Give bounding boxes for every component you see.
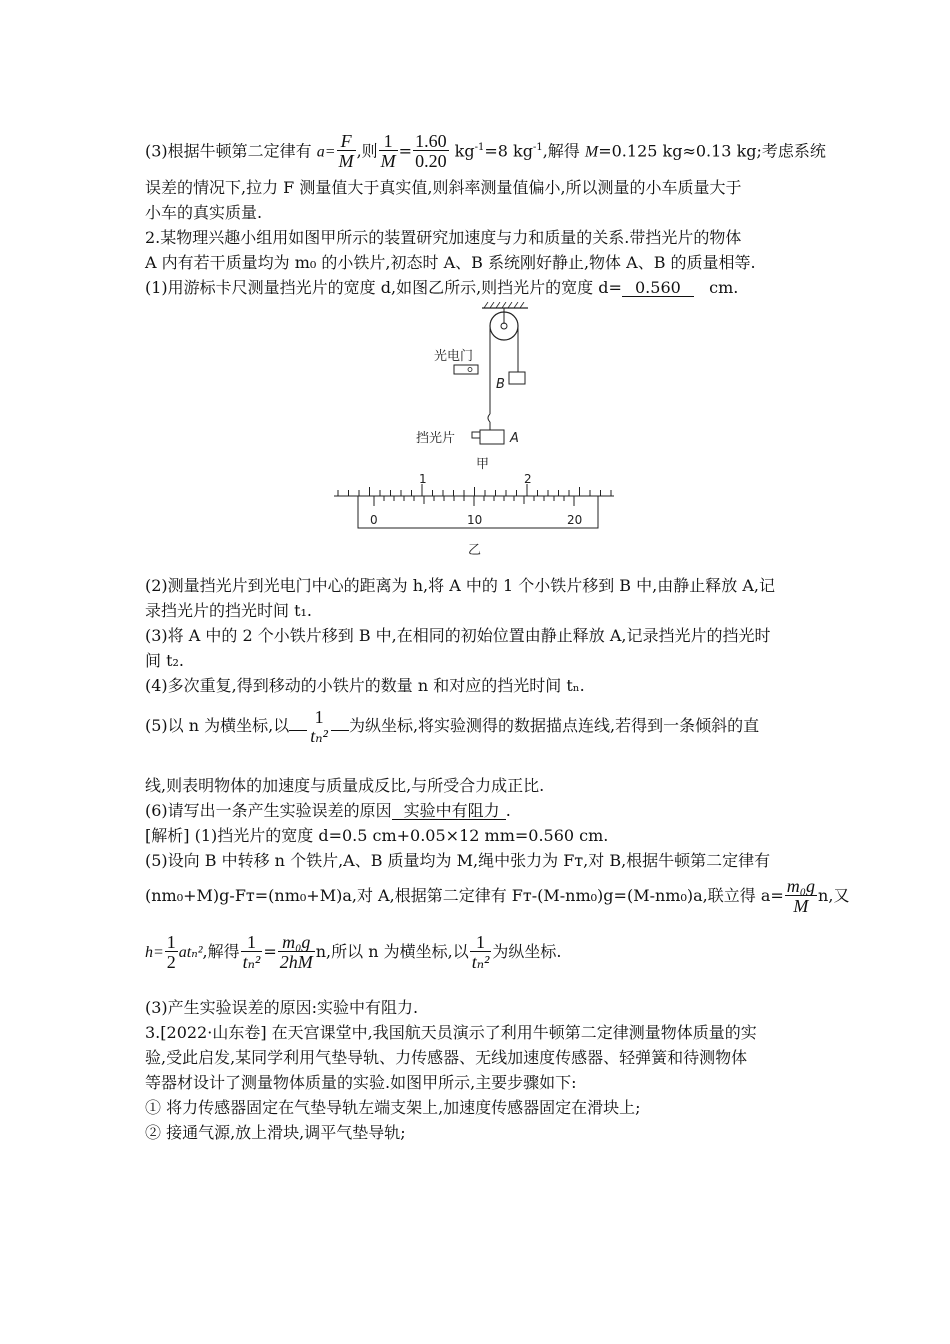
text: (5)以 n 为横坐标,以 [145, 716, 290, 735]
fraction-F-M [337, 132, 356, 171]
q2-step2-line1: (2)测量挡光片到光电门中心的距离为 h,将 A 中的 1 个小铁片移到 B 中,由静止释放 A,记 [145, 576, 775, 595]
main-label-2: 2 [524, 472, 532, 486]
q3-line3: 等器材设计了测量物体质量的实验.如图甲所示,主要步骤如下: [145, 1073, 577, 1092]
fraction-1-tn2 [308, 708, 330, 746]
text: cm. [709, 278, 739, 297]
answer-5-line2 [145, 874, 849, 918]
numerator: 1 [314, 706, 324, 727]
photogate [454, 365, 478, 374]
analysis-3-line2: 误差的情况下,拉力 F 测量值大于真实值,则斜率测量值偏小,所以测量的小车质量大于 [145, 178, 742, 197]
apparatus-figure [330, 302, 630, 564]
label-photogate: 光电门 [434, 349, 474, 364]
text: =0.125 kg≈0.13 kg;考虑系统 [598, 141, 826, 161]
label-a: A [510, 431, 519, 446]
q2-step4: (4)多次重复,得到移动的小铁片的数量 n 和对应的挡光时间 tₙ. [145, 676, 585, 695]
text: = [263, 942, 277, 961]
text: (nm₀+M)g-Fᴛ=(nm₀+M)a,对 A,根据第二定律有 Fᴛ-(M-nm₀)g=(M-nm₀)a,联立得 a= [145, 886, 784, 905]
denominator: tₙ² [242, 952, 261, 972]
denominator: 2hM [279, 952, 313, 972]
denominator: 0.20 [415, 151, 447, 172]
q3-line1: 3.[2022·山东卷] 在天宫课堂中,我国航天员演示了利用牛顿第二定律测量物体质量的实 [145, 1023, 757, 1042]
answer-blank: 实验中有阻力 [392, 802, 506, 820]
var-a: a= [316, 143, 336, 161]
q2-line2: A 内有若干质量均为 m₀ 的小铁片,初态时 A、B 系统刚好静止,物体 A、B 的质量相等. [145, 253, 756, 272]
fraction-m0g-2hM [278, 933, 315, 972]
denominator: M [338, 151, 354, 172]
answer-5-line1: (5)设向 B 中转移 n 个铁片,A、B 质量均为 M,绳中张力为 Fᴛ,对 B,根据牛顿第二定律有 [145, 851, 771, 870]
q2-step1 [145, 278, 738, 298]
vernier-label-10: 10 [467, 513, 483, 527]
sup: -1 [474, 142, 485, 153]
fraction-1-M [379, 132, 398, 171]
numerator: m₀g [786, 876, 816, 896]
caption-jia: 甲 [476, 457, 490, 472]
label-b: B [496, 377, 505, 392]
text: ,解得 [542, 141, 585, 161]
fraction-slope [413, 132, 449, 171]
answer-3: (3)产生实验误差的原因:实验中有阻力. [145, 998, 419, 1017]
vernier-label-20: 20 [567, 513, 583, 527]
numerator: 1 [166, 932, 176, 952]
q2-step3-line1: (3)将 A 中的 2 个小铁片移到 B 中,在相同的初始位置由静止释放 A,记录挡光片的挡光时 [145, 626, 771, 645]
answer-5-line3 [145, 930, 562, 975]
main-scale-ticks [338, 484, 611, 496]
q2-step3-line2: 间 t₂. [145, 651, 185, 670]
text: =8 kg [484, 141, 533, 161]
denominator: tₙ² [471, 952, 490, 972]
denominator: 2 [166, 952, 176, 972]
q3-step2: ② 接通气源,放上滑块,调平气垫导轨; [145, 1123, 406, 1142]
denominator: tₙ² [310, 725, 328, 746]
block-b [509, 372, 525, 384]
q2-line1: 2.某物理兴趣小组用如图甲所示的装置研究加速度与力和质量的关系.带挡光片的物体 [145, 228, 742, 247]
q2-step6 [145, 801, 511, 821]
q2-step5 [145, 704, 759, 748]
text: ,解得 [202, 942, 240, 961]
var-atn2: atₙ² [178, 944, 203, 961]
fraction-m0g-M [785, 877, 817, 916]
blank-right [331, 730, 349, 731]
sup: -1 [532, 142, 543, 153]
label-shutter: 挡光片 [416, 431, 456, 446]
answer-1: [解析] (1)挡光片的宽度 d=0.5 cm+0.05×12 mm=0.560 cm. [145, 826, 609, 845]
numerator: m₀g [282, 932, 311, 952]
vernier-ticks [374, 496, 574, 506]
text: (1)用游标卡尺测量挡光片的宽度 d,如图乙所示,则挡光片的宽度 d= [145, 278, 622, 297]
analysis-3-line3: 小车的真实质量. [145, 203, 263, 222]
numerator: 1.60 [415, 131, 447, 152]
q3-line2: 验,受此启发,某同学利用气垫导轨、力传感器、无线加速度传感器、轻弹簧和待测物体 [145, 1048, 748, 1067]
numerator: F [340, 131, 352, 152]
numerator: 1 [383, 131, 393, 152]
text: (6)请写出一条产生实验误差的原因 [145, 801, 392, 820]
analysis-3-line1: (3)根据牛顿第二定律有 a= $\frac{F}{M}$ ,则 $\frac{1}{M}$ = $\frac{1.60}{0.20}$ $kg^{-1}=8$ $kg^{-1}$,解得 M=0.125 kg≈0.13 kg;考虑系统 [145, 131, 826, 172]
text: 为纵坐标,将实验测得的数据描点连线,若得到一条倾斜的直 [348, 716, 760, 735]
var-M: M [584, 143, 599, 161]
vernier-label-0: 0 [370, 513, 378, 527]
text: n,又 [818, 886, 850, 905]
denominator: M [785, 895, 817, 916]
caption-yi: 乙 [468, 543, 482, 558]
shutter [472, 432, 480, 438]
main-label-1: 1 [419, 472, 427, 486]
numerator: 1 [476, 932, 486, 952]
text: (3)根据牛顿第二定律有 [145, 141, 317, 161]
numerator: 1 [246, 932, 256, 952]
q2-step5-line2: 线,则表明物体的加速度与质量成反比,与所受合力成正比. [145, 776, 545, 795]
q3-step1: ① 将力传感器固定在气垫导轨左端支架上,加速度传感器固定在滑块上; [145, 1098, 641, 1117]
fraction-1-tn2-a [241, 933, 263, 972]
text: kg [449, 141, 475, 161]
text: ,则 [356, 141, 378, 161]
text: . [505, 801, 511, 820]
q2-step2-line2: 录挡光片的挡光时间 t₁. [145, 601, 313, 620]
fraction-1-tn2-b [470, 933, 492, 972]
text: 为纵坐标. [492, 942, 562, 961]
block-a [480, 430, 504, 444]
var-h: h= [145, 944, 164, 961]
text: n,所以 n 为横坐标,以 [315, 942, 469, 961]
denominator: M [380, 151, 396, 172]
blank-left [289, 730, 307, 731]
fraction-half [165, 933, 178, 972]
answer-blank: 0.560 [622, 279, 694, 297]
